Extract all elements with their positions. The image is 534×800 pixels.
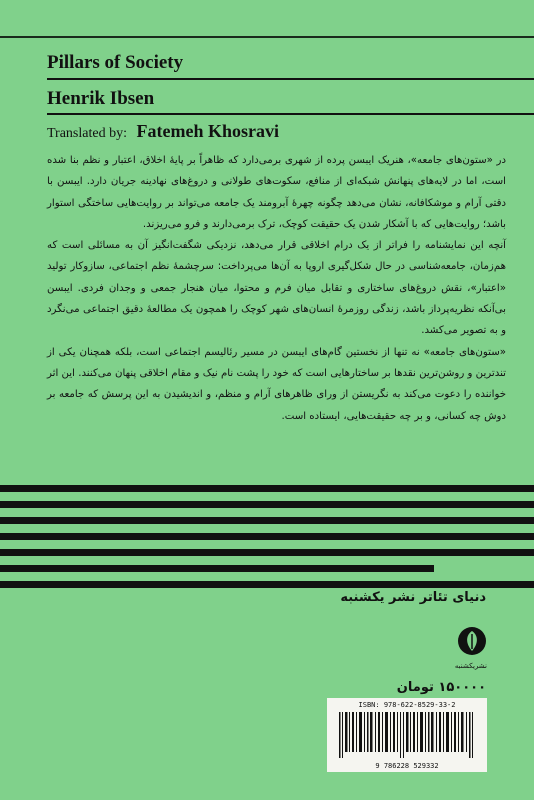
book-author: Henrik Ibsen bbox=[47, 88, 155, 109]
publisher-logo-icon bbox=[457, 626, 487, 656]
isbn-text: ISBN: 978-622-8529-33-2 bbox=[358, 701, 456, 709]
author-rule bbox=[47, 113, 534, 115]
price: ۱۵۰۰۰۰ تومان bbox=[396, 680, 486, 695]
book-title: Pillars of Society bbox=[47, 52, 184, 73]
blurb-paragraph-3: «ستون‌های جامعه» نه تنها از نخستین گام‌های ایبسن در مسیر رئالیسم اجتماعی است، بلکه همچنان یکی از تندترین و روشن‌ترین نقدها بر ساختارهایی است که خود را پشت نام نیک و مقام اخلاقی پنهان می‌کنند. این اثر خواننده را دعوت می‌کند به نگریستن از ورای ظاهرهای آرام و منظم، و اندیشیدن به این پرسش که جامعه بر دوش چه کسانی، و بر چه حقیقت‌هایی، ایستاده است. bbox=[47, 346, 506, 422]
stripe bbox=[0, 501, 534, 508]
barcode-icon bbox=[337, 712, 477, 758]
stripe bbox=[0, 533, 534, 540]
stripe bbox=[0, 485, 534, 492]
barcode-digits: 9 786228 529332 bbox=[375, 762, 439, 770]
publisher-series: دنیای تئاتر نشر یکشنبه bbox=[340, 590, 486, 605]
stripe bbox=[0, 565, 434, 572]
translated-by-label: Translated by: bbox=[47, 126, 127, 141]
stripe bbox=[0, 581, 534, 588]
title-rule bbox=[47, 78, 534, 80]
blurb-paragraph-1: در «ستون‌های جامعه»، هنریک ایبسن پرده از شهری برمی‌دارد که ظاهراً بر پایهٔ اخلاق، اعتبار و نظم بنا شده است، اما در لایه‌های پنهانش شبکه‌ای از منافع، سکوت‌های طولانی و دروغ‌های نهادینه جریان دارد. ایبسن با دقتی آرام و موشکافانه، نشان می‌دهد چگونه چهرهٔ آبرومند یک جامعه می‌تواند بر روایت‌هایی ساختگی استوار باشد؛ روایت‌هایی که با آشکار شدن یک حقیقت کوچک، ترک برمی‌دارند و فرو می‌ریزند. bbox=[47, 155, 506, 230]
translator-name: Fatemeh Khosravi bbox=[136, 121, 279, 141]
stripe bbox=[0, 549, 534, 556]
publisher-logo bbox=[454, 626, 487, 670]
blurb-paragraph-2: آنچه این نمایشنامه را فراتر از یک درام اخلاقی قرار می‌دهد، نزدیکی شگفت‌انگیز آن به مسائلی است که هم‌زمان، جامعه‌شناسی در حال شکل‌گیری اروپا به آن‌ها می‌پرداخت: سرچشمهٔ نظم اجتماعی، سازوکار تولید «اعتبار»، نقش دروغ‌های ساختاری و تقابل میان فرم و محتوا، میان هنجار جمعی و وجدان فردی. ایبسن بی‌آنکه نظریه‌پرداز باشد، زندگی روزمرهٔ انسان‌های شهر کوچک را همچون یک مطالعهٔ دقیق اجتماعی می‌نگرد و به تصویر می‌کشد. bbox=[47, 240, 506, 337]
blurb bbox=[47, 150, 506, 427]
stripe bbox=[0, 517, 534, 524]
top-rule bbox=[0, 36, 534, 38]
translator-line bbox=[47, 121, 279, 142]
barcode-box bbox=[327, 698, 487, 772]
publisher-logo-text: نشریکشنبه bbox=[454, 662, 487, 670]
